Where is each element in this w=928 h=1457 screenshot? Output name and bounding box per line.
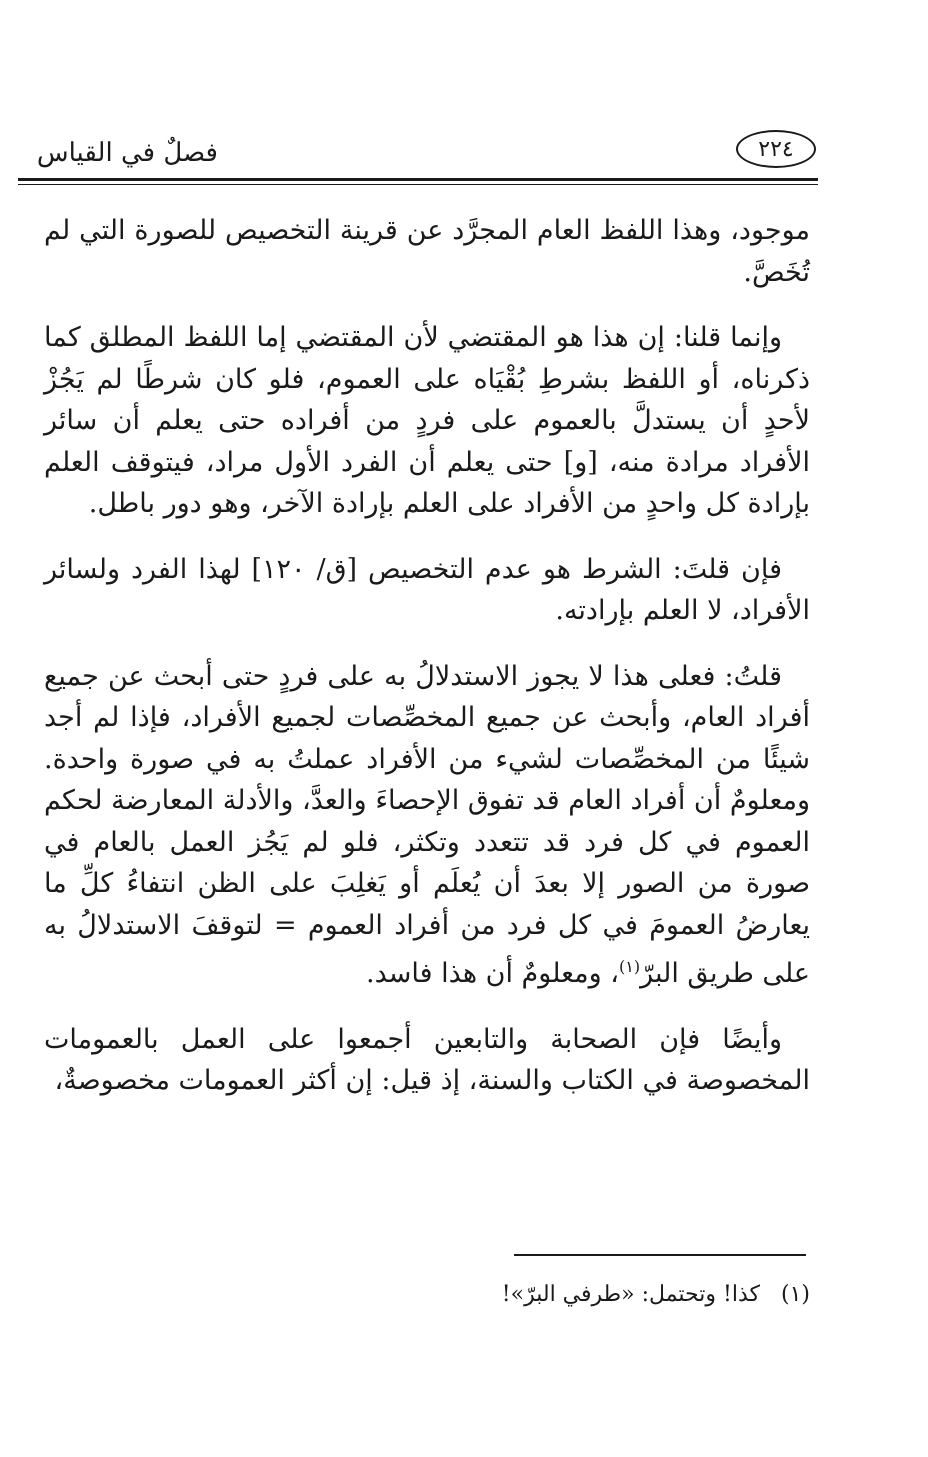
footnote-separator	[514, 1254, 806, 1256]
paragraph	[44, 656, 810, 995]
header-rule-thin	[18, 184, 818, 185]
page-header	[18, 128, 818, 188]
paragraph: موجود، وهذا اللفظ العام المجرَّد عن قرينة التخصيص للصورة التي لم تُخَصَّ.	[44, 215, 810, 288]
footnote-number: (١)	[780, 1282, 810, 1307]
footnote-text: كذا! وتحتمل: «طرفي البرّ»!	[501, 1282, 760, 1307]
paragraph: وإنما قلنا: إن هذا هو المقتضي لأن المقتضي إما اللفظ المطلق كما ذكرناه، أو اللفظ بشرطِ بُقْيَاه على العموم، فلو كان شرطًا لم يَجُزْ لأحدٍ أن يستدلَّ بالعموم على فردٍ من أفراده حتى يعلم أن سائر الأفراد مرادة منه، [و] حتى يعلم أن الفرد الأول مراد، فيتوقف العلم بإرادة كل واحدٍ من الأفراد على العلم بإرادة الآخر، وهو دور باطل.	[44, 322, 810, 519]
footnote-reference: (١)	[618, 957, 641, 976]
paragraph: فإن قلتَ: الشرط هو عدم التخصيص [ق/ ١٢٠] لهذا الفرد ولسائر الأفراد، لا العلم بإرادته.	[44, 553, 810, 626]
paragraph-text: قلتُ: فعلى هذا لا يجوز الاستدلالُ به على فردٍ حتى أبحث عن جميع أفراد العام، وأبحث عن جميع المخصِّصات لجميع الأفراد، فإذا لم أجد شيئًا من المخصِّصات لشيء من الأفراد عملتُ به في صورة واحدة. ومعلومٌ أن أفراد العام قد تفوق الإحصاءَ والعدَّ، والأدلة المعارضة لحكم العموم في كل فرد قد تتعدد وتكثر، فلو لم يَجُز العمل بالعام في صورة من الصور إلا بعدَ أن يُعلَم أو يَغلِبَ على الظن انتفاءُ كلِّ ما يعارضُ العمومَ في كل فرد من أفراد العموم = لتوقفَ الاستدلالُ به على طريق البرّ	[44, 660, 810, 989]
header-rule	[18, 178, 818, 181]
page-number: ٢٢٤	[736, 130, 816, 168]
paragraph-text-tail: ، ومعلومٌ أن هذا فاسد.	[366, 958, 619, 989]
footnote	[502, 1282, 810, 1307]
paragraph: وأيضًا فإن الصحابة والتابعين أجمعوا على العمل بالعمومات المخصوصة في الكتاب والسنة، إذ قيل: إن أكثر العمومات مخصوصةٌ،	[44, 1023, 810, 1096]
main-text	[44, 210, 810, 1102]
running-title: فصلٌ في القياس	[36, 138, 218, 168]
